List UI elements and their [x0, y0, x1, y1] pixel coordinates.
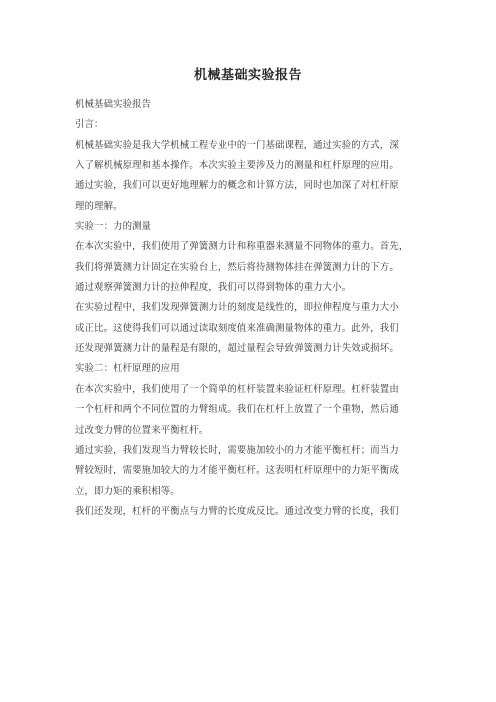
text-line: 在本次实验中，我们使用了一个简单的杠杆装置来验证杠杆原理。杠杆装置由 — [75, 383, 399, 395]
text-line: 在实验过程中，我们发现弹簧测力计的刻度是线性的，即拉伸程度与重力大小 — [75, 302, 399, 314]
text-line: 理的理解。 — [75, 200, 123, 212]
document-body — [75, 95, 435, 522]
text-line: 我们将弹簧测力计固定在实验台上，然后将待测物体挂在弹簧测力计的下方。 — [75, 261, 399, 273]
text-line: 在本次实验中，我们使用了弹簧测力计和称重器来测量不同物体的重力。首先， — [75, 241, 409, 253]
text-line: 引言： — [75, 119, 104, 131]
text-line: 臂较短时，需要施加较大的力才能平衡杠杆。这表明杠杆原理中的力矩平衡成 — [75, 465, 399, 477]
text-line: 成正比。这使得我们可以通过读取刻度值来准确测量物体的重力。此外，我们 — [75, 322, 399, 334]
text-line: 机械基础实验是我大学机械工程专业中的一门基础课程，通过实验的方式，深 — [75, 139, 399, 151]
text-line: 机械基础实验报告 — [75, 99, 152, 110]
text-line: 立，即力矩的乘积相等。 — [75, 485, 180, 497]
text-line: 我们还发现，杠杆的平衡点与力臂的长度成反比。通过改变力臂的长度，我们 — [75, 505, 399, 517]
text-line: 过改变力臂的位置来平衡杠杆。 — [75, 424, 209, 436]
text-line: 一个杠杆和两个不同位置的力臂组成。我们在杠杆上放置了一个重物，然后通 — [75, 404, 399, 416]
text-line: 还发现弹簧测力计的量程是有限的，超过量程会导致弹簧测力计失效或损坏。 — [75, 343, 399, 355]
text-line: 实验一：力的测量 — [75, 221, 152, 233]
text-line: 通过观察弹簧测力计的拉伸程度，我们可以得到物体的重力大小。 — [75, 282, 352, 294]
text-line: 通过实验，我们发现当力臂较长时，需要施加较小的力才能平衡杠杆；而当力 — [75, 444, 399, 456]
text-line: 入了解机械原理和基本操作。本次实验主要涉及力的测量和杠杆原理的应用。 — [75, 160, 399, 172]
text-line: 通过实验，我们可以更好地理解力的概念和计算方法，同时也加深了对杠杆原 — [75, 180, 399, 192]
document-title: 机械基础实验报告 — [193, 68, 302, 83]
text-line: 实验二：杠杆原理的应用 — [75, 363, 180, 375]
